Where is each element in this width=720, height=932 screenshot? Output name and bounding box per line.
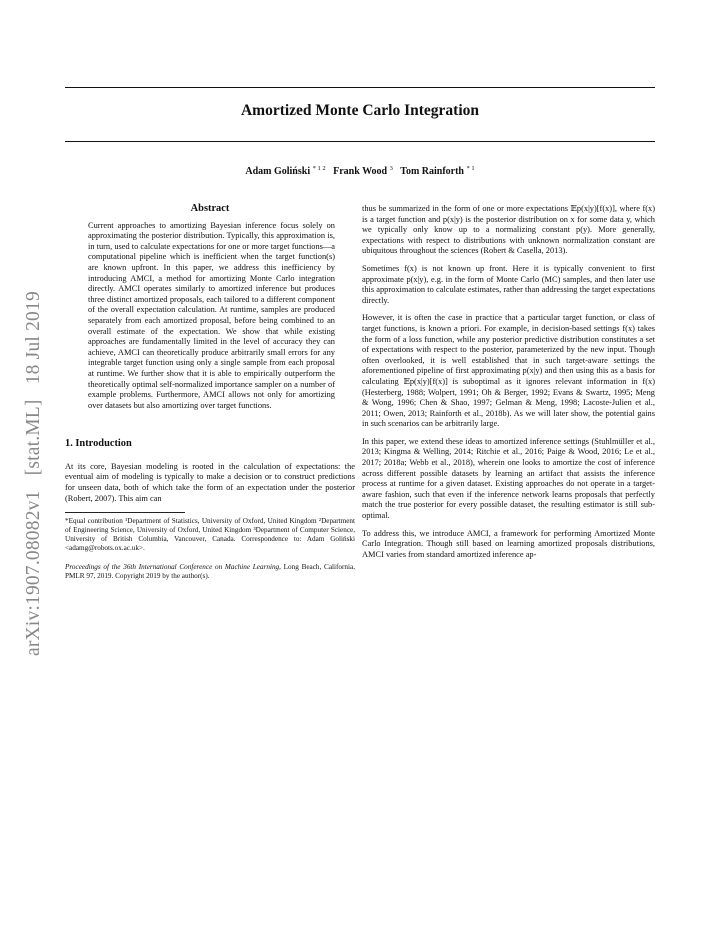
abstract-body: Current approaches to amortizing Bayesian inference focus solely on approximating the posterior distribution. Typically, this approximation is, in turn, used to calculate expectations for one or more target functions—a computational pipeline which is inefficient when the target function(s) are known upfront. In this paper, we address this inefficiency by introducing AMCI, a method for amortizing Monte Carlo integration directly. AMCI operates similarly to amortized inference but produces three distinct amortized proposals, each tailored to a different component of the overall expectation calculation. At runtime, samples are produced separately from each amortized proposal, before being combined to an overall estimate of the expectation. We show that while existing approaches are fundamentally limited in the level of accuracy they can achieve, AMCI can theoretically produce arbitrarily small errors for any integrable target function using only a single sample from each proposal at runtime. We further show that it is able to empirically outperform the theoretically optimal self-normalized importance sampler on a number of example problems. Furthermore, AMCI allows not only for amortizing over datasets but also amortizing over target functions. — [88, 220, 335, 410]
abstract-heading: Abstract — [190, 203, 230, 214]
author-list — [65, 165, 655, 177]
body-paragraph: In this paper, we extend these ideas to amortized inference settings (Stuhlmüller et al., 2013; Kingma & Welling, 2014; Ritchie et al., 2016; Paige & Wood, 2016; Le et al., 2017; 2018a; Webb et al., 2018), wherein one looks to amortize the cost of inference across different possible datasets by learning an artifact that assists the inference process at runtime for a given dataset. Existing approaches do not operate in a target-aware fashion, such that even if the inference network learns proposals that perfectly match the true posterior for every possible dataset, the resulting estimator is still sub-optimal. — [362, 436, 655, 521]
title-rule-bottom — [65, 141, 655, 142]
left-column — [65, 204, 355, 581]
footnote-divider — [65, 512, 185, 513]
intro-paragraph: At its core, Bayesian modeling is rooted in the calculation of expectations: the eventual aim of modeling is typically to make a decision or to construct predictions for unseen data, both of which take the form of an expectation under the posterior (Robert, 2007). This aim can — [65, 461, 355, 503]
author-affiliation-marks: * 1 2 — [312, 165, 326, 172]
body-paragraph: thus be summarized in the form of one or more expectations 𝔼p(x|y)[f(x)], where f(x) is a target function and p(x|y) is the posterior distribution on x for some data y, which we typically only know up to a normalizing constant p(y). More generally, expectations with respect to distributions with unknown normalization constant are ubiquitous throughout the sciences (Robert & Casella, 2013). — [362, 204, 655, 256]
paper-title: Amortized Monte Carlo Integration — [240, 102, 480, 119]
author-name: Frank Wood — [333, 166, 388, 177]
author-affiliation-marks: 3 — [389, 165, 393, 172]
body-paragraph: To address this, we introduce AMCI, a framework for performing Amortized Monte Carlo Integration. Though still based on learning amortized proposals distributions, AMCI varies from standard amortized inference ap- — [362, 528, 655, 559]
arxiv-date: 18 Jul 2019 — [23, 291, 44, 385]
arxiv-stamp — [23, 281, 45, 656]
affiliation-footnote: *Equal contribution ¹Department of Statistics, University of Oxford, United Kingdom ²Department of Engineering Science, University of Oxford, United Kingdom ³Department of Computer Science, University of British Columbia, Vancouver, Canada. Correspondence to: Adam Goliński <adamg@robots.ox.ac.uk>. — [65, 517, 355, 552]
body-paragraph: Sometimes f(x) is not known up front. Here it is typically convenient to first approximate p(x|y), e.g. in the form of Monte Carlo (MC) samples, and then later use this approximation to calculate estimates, rather than addressing the target expectations directly. — [362, 263, 655, 305]
author-name: Adam Goliński — [245, 166, 311, 177]
arxiv-id: arXiv:1907.08082v1 — [23, 490, 44, 656]
section-heading-introduction: 1. Introduction — [65, 438, 132, 450]
right-column — [362, 204, 655, 567]
body-paragraph: However, it is often the case in practice that a particular target function, or class of target functions, is known a priori. For example, in decision-based settings f(x) takes the form of a loss function, while any posterior predictive distribution constitutes a set of expectations with respect to the posterior, parameterized by the new input. Though often overlooked, it is well established that in such target-aware settings the aforementioned pipeline of first approximating p(x|y) and then using this as a basis for calculating 𝔼p(x|y)[f(x)] is suboptimal as it ignores relevant information in f(x) (Hesterberg, 1988; Wolpert, 1991; Oh & Berger, 1992; Evans & Swartz, 1995; Meng & Wong, 1996; Chen & Shao, 1997; Gelman & Meng, 1998; Lacoste-Julien et al., 2011; Owen, 2013; Rainforth et al., 2018b). As we will later show, the potential gains in such scenarios can be arbitrarily large. — [362, 313, 655, 429]
arxiv-category: [stat.ML] — [23, 399, 44, 476]
proceedings-venue: Proceedings of the 36th International Conference on Machine Learning — [65, 562, 280, 571]
author-name: Tom Rainforth — [400, 166, 464, 177]
author-affiliation-marks: * 1 — [466, 165, 475, 172]
proceedings-note — [65, 563, 355, 581]
proceedings-details: , Long Beach, California, PMLR 97, 2019. Copyright 2019 by the author(s). — [65, 562, 355, 580]
title-rule-top — [65, 87, 655, 88]
